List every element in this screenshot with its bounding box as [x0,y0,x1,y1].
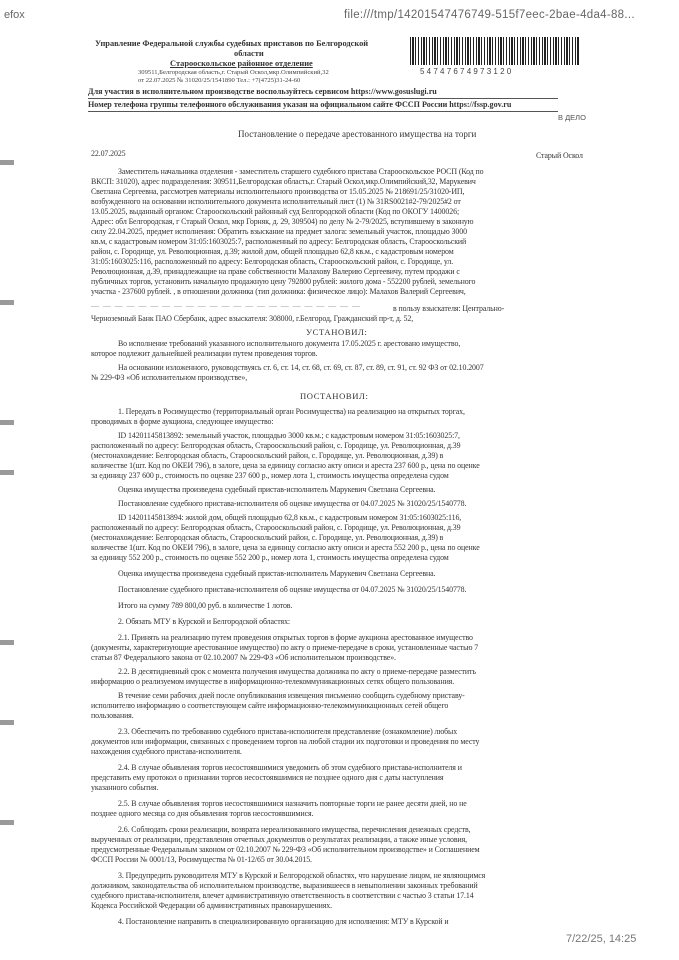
document-title: Постановление о передаче арестованного имущества на торги [238,129,477,139]
text-line: 2.1. Принять на реализацию путем проведения открытых торгов в форме аукциона арестованное имущество [118,633,473,642]
text-line: № 229-ФЗ «Об исполнительном производстве», [91,373,248,382]
scan-edge-mark [0,720,14,725]
text-line: судебного пристава-исполнителя, влечет административную ответственность в соответствии с частью 3 статьи 17.14 [91,891,474,900]
text-line: позднее одного месяца со дня объявления торгов несостоявшимися. [91,809,314,818]
evaluation-note: Оценка имущества произведена судебный пристав-исполнитель Марукевич Светлана Сергеевна. [118,569,436,578]
text-line: статьи 87 Федерального закона от 02.10.2007 № 229-ФЗ «Об исполнительном производстве». [91,653,396,662]
text-line: кв.м, с кадастровым номером 31:05:1603025:7, расположенный по адресу: Белгородская область, Старооскольский [91,237,467,246]
text-line: 2.2. В десятидневный срок с момента получения имущества должника по акту о приеме-передаче разместить [118,667,476,676]
text-line: 3. Предупредить руководителя МТУ в Курской и Белгородской областях, что нарушение лицом, не являющимся [118,871,486,880]
text-line: которое подлежит дальнейшей реализации путем проведения торгов. [91,349,318,358]
text-line: количестве 1(шт. Код по ОКЕИ 796), в залоге, цена за единицу согласно акту описи и ареста 237 600 р., цена по оценке [91,461,480,470]
claimant-line: в пользу взыскателя: Центрально- [393,304,505,313]
text-line: район, с. Городище, ул. Революционная, д.39; жилой дом, общей площадью 62,8 кв.м., с кадастровым номером [91,247,454,256]
claimant-line: Черноземный Банк ПАО Сбербанк, адрес взыскателя: 308000, г.Белгород, Гражданский пр-т, д. 52, [91,314,414,323]
text-line: публичных торгов, установить начальную продажную цену 792800 рублей: жилого дома - 552200 рублей, земельного [91,277,476,286]
text-line: предусмотренные Федеральным законом от 02.10.2007 № 229-ФЗ «Об исполнительном производстве» и Соглашением [91,845,480,854]
text-line: за единицу 552 200 р., стоимость по оценке 552 200 р., номер лота 1, стоимость имущества определена судом [91,553,449,562]
text-line: должником, законодательства об исполнительном производстве, выразившееся в невыполнении законных требований [91,881,478,890]
scan-edge-mark [0,820,14,825]
text-line: нахождения судебного пристава-исполнителя. [91,747,242,756]
text-line: информацию о реализуемом имуществе в информационно-телекоммуникационных сетях общего пользования. [91,677,455,686]
text-line: представить ему протокол о признании торгов несостоявшимися не позднее одного дня с даты наступления [91,773,444,782]
text-line: 2.3. Обеспечить по требованию судебного пристава-исполнителя представление (ознакомление) любых [118,727,458,736]
text-line: документов или информации, связанных с проведением торгов на любой стадии их подготовки и проведения по месту [91,737,480,746]
text-line: возбужденного на основании исполнительного документа исполнительный лист (1) № 31RS0021#2-79/2025#2 от [91,197,461,206]
letterhead-address: 309511,Белгородская область,г. Старый Оскол,мкр.Олимпийский,32 [138,69,329,76]
letterhead-line-1: Управление Федеральной службы судебных приставов по Белгородской [95,39,369,48]
text-line: Революционная, д.39, принадлежащие на праве собственности Малахову Валерию Сергеевичу, путем продажи с [91,267,460,276]
print-timestamp: 7/22/25, 14:25 [566,933,637,945]
evaluation-decree: Постановление судебного пристава-исполнителя об оценке имущества от 04.07.2025 № 31020/25/1540778. [118,499,467,508]
paragraph-2: 2. Обязать МТУ в Курской и Белгородской областях: [118,617,291,626]
text-line: за единицу 237 600 р., стоимость по оценке 237 600 р., номер лота 1, стоимость имущества определена судом [91,471,449,480]
text-line: Кодекса Российской Федерации об административных правонарушениях. [91,901,333,910]
text-line: (документы, характеризующие арестованное имущество) по акту о приеме-передаче в сроки, установленные частью 7 [91,643,479,652]
letterhead-department: Старооскольское районное отделение [170,59,313,68]
divider [88,111,558,112]
text-line: ID 14201145813894: жилой дом, общей площадью 62,8 кв.м., с кадастровым номером 31:05:1603025:116, [118,513,462,522]
phone-notice: Номер телефона группы телефонного обслуживания указан на официальном сайте ФССП России https://fssp.gov.ru [88,100,512,109]
text-line: В течение семи рабочих дней после опубликования извещения письменно сообщить судебному приставу- [118,691,465,700]
v-delo-stamp: В ДЕЛО [558,113,586,122]
text-line: 13.05.2025, выданный органом: Старооскольский районный суд Белгородской области (Код по ОКОГУ 1400026; [91,207,460,216]
text-line: Светлана Сергеевна, рассмотрев материалы исполнительного производства от 15.05.2025 № 218691/25/31020-ИП, [91,187,465,196]
text-line: расположенный по адресу: Белгородская область, Старооскольский район, с. Городище, ул. Революционная, д.39 [91,441,461,450]
text-line: силу 22.04.2025, предмет исполнения: Обратить взыскание на предмет залога: земельный участок, площадью 3000 [91,227,467,236]
text-line: 4. Постановление направить в специализированную организацию для исполнения: МТУ в Курской и [118,917,449,926]
scan-edge-mark [0,420,14,425]
heading-ustanovil: УСТАНОВИЛ: [306,327,368,337]
text-line: пользования. [91,711,134,720]
text-line: (местонахождение: Белгородская область, Старооскольский район, с. Городище, ул. Революционная, д.39) в [91,533,444,542]
text-line: ID 14201145813892: земельный участок, площадью 3000 кв.м.; с кадастровым номером 31:05:1603025:7, [118,431,460,440]
text-line: указанного события. [91,783,159,792]
divider [88,98,558,99]
gosuslugi-notice: Для участия в исполнительном производстве воспользуйтесь сервисом https://www.gosuslugi.ru [88,87,437,96]
text-line: ВКСП: 31020), адрес подразделения: 309511,Белгородская область,г. Старый Оскол,мкр.Олимпийский,32, Марукевич [91,177,476,186]
text-line: Заместитель начальника отделения - заместитель старшего судебного пристава Старооскольское РОСП (Код по [118,167,484,176]
text-line: участка - 237600 рублей. , в отношении должника (тип должника: физическое лицо): Малахов Валерий Сергеевич, [91,287,466,296]
redacted-line: — — — — — — — — — — — — — — — — — — — — — — — [91,301,361,310]
text-line: ФССП России № 0001/13, Росимущества № 01-12/65 от 30.04.2015. [91,855,312,864]
text-line: На основании изложенного, руководствуясь ст. 6, ст. 14, ст. 68, ст. 69, ст. 87, ст. 89, ст. 91, ст. 92 ФЗ от 02.10.2007 [118,363,484,372]
letterhead-line-2: области [234,49,264,58]
scan-edge-mark [0,470,14,475]
text-line: 2.5. В случае объявления торгов несостоявшимися назначить повторные торги не ранее десяти дней, но не [118,799,467,808]
text-line: (местонахождение: Белгородская область, Старооскольский район, с. Городище, ул. Революционная, д.39) в [91,451,444,460]
letterhead-outgoing-number: от 22.07.2025 № 31020/25/1541890 Тел.: +7(4725)31-24-60 [138,77,301,84]
page-url[interactable]: file:///tmp/14201547476749-515f7eec-2bae-4da4-88... [344,9,635,21]
text-line: 1. Передать в Росимущество (территориальный орган Росимущества) на реализацию на открытых торгах, [118,407,465,416]
text-line: вырученных от реализации, представления отчетных документов о результатах реализации, а также иные условия, [91,835,467,844]
scan-edge-mark [0,160,14,165]
text-line: проводимых в форме аукциона, следующее имущество: [91,417,274,426]
evaluation-note: Оценка имущества произведена судебный пристав-исполнитель Марукевич Светлана Сергеевна. [118,485,436,494]
text-line: расположенный по адресу: Белгородская область, Старооскольский район, с. Городище, ул. Революционная, д.39 [91,523,461,532]
barcode-digits: 5 4 7 4 7 6 7 4 9 7 3 1 2 0 [420,67,512,76]
evaluation-decree: Постановление судебного пристава-исполнителя об оценке имущества от 04.07.2025 № 31020/25/1540778. [118,585,467,594]
text-line: 2.4. В случае объявления торгов несостоявшимися уведомить об этом судебного пристава-исполнителя и [118,763,462,772]
barcode [410,37,580,65]
app-name-fragment: efox [4,9,25,21]
text-line: 2.6. Соблюдать сроки реализации, возврата нереализованного имущества, перечисления денежных средств, [118,825,471,834]
text-line: количестве 1(шт. Код по ОКЕИ 796), в залоге, цена за единицу согласно акту описи и ареста 552 200 р., цена по оценке [91,543,480,552]
text-line: Адрес: обл Белгородская, г Старый Оскол, мкр Горняк, д. 29, 309504) по делу № 2-79/2025, вступившему в законную [91,217,474,226]
scan-edge-mark [0,300,14,305]
text-line: 31:05:1603025:116, расположенный по адресу: Белгородская область, Старооскольский район, с. Городище, ул. [91,257,454,266]
text-line: Во исполнение требований указанного исполнительного документа 17.05.2025 г. арестовано имущество, [118,339,461,348]
document-date: 22.07.2025 [91,149,126,158]
document-city: Старый Оскол [536,151,583,160]
heading-postanovil: ПОСТАНОВИЛ: [300,391,369,401]
total-amount: Итого на сумму 789 800,00 руб. в количестве 1 лотов. [118,601,293,610]
text-line: исполнителю информацию о соответствующем сайте информационно-телекоммуникационных сетей общего [91,701,449,710]
scan-edge-mark [0,640,14,645]
